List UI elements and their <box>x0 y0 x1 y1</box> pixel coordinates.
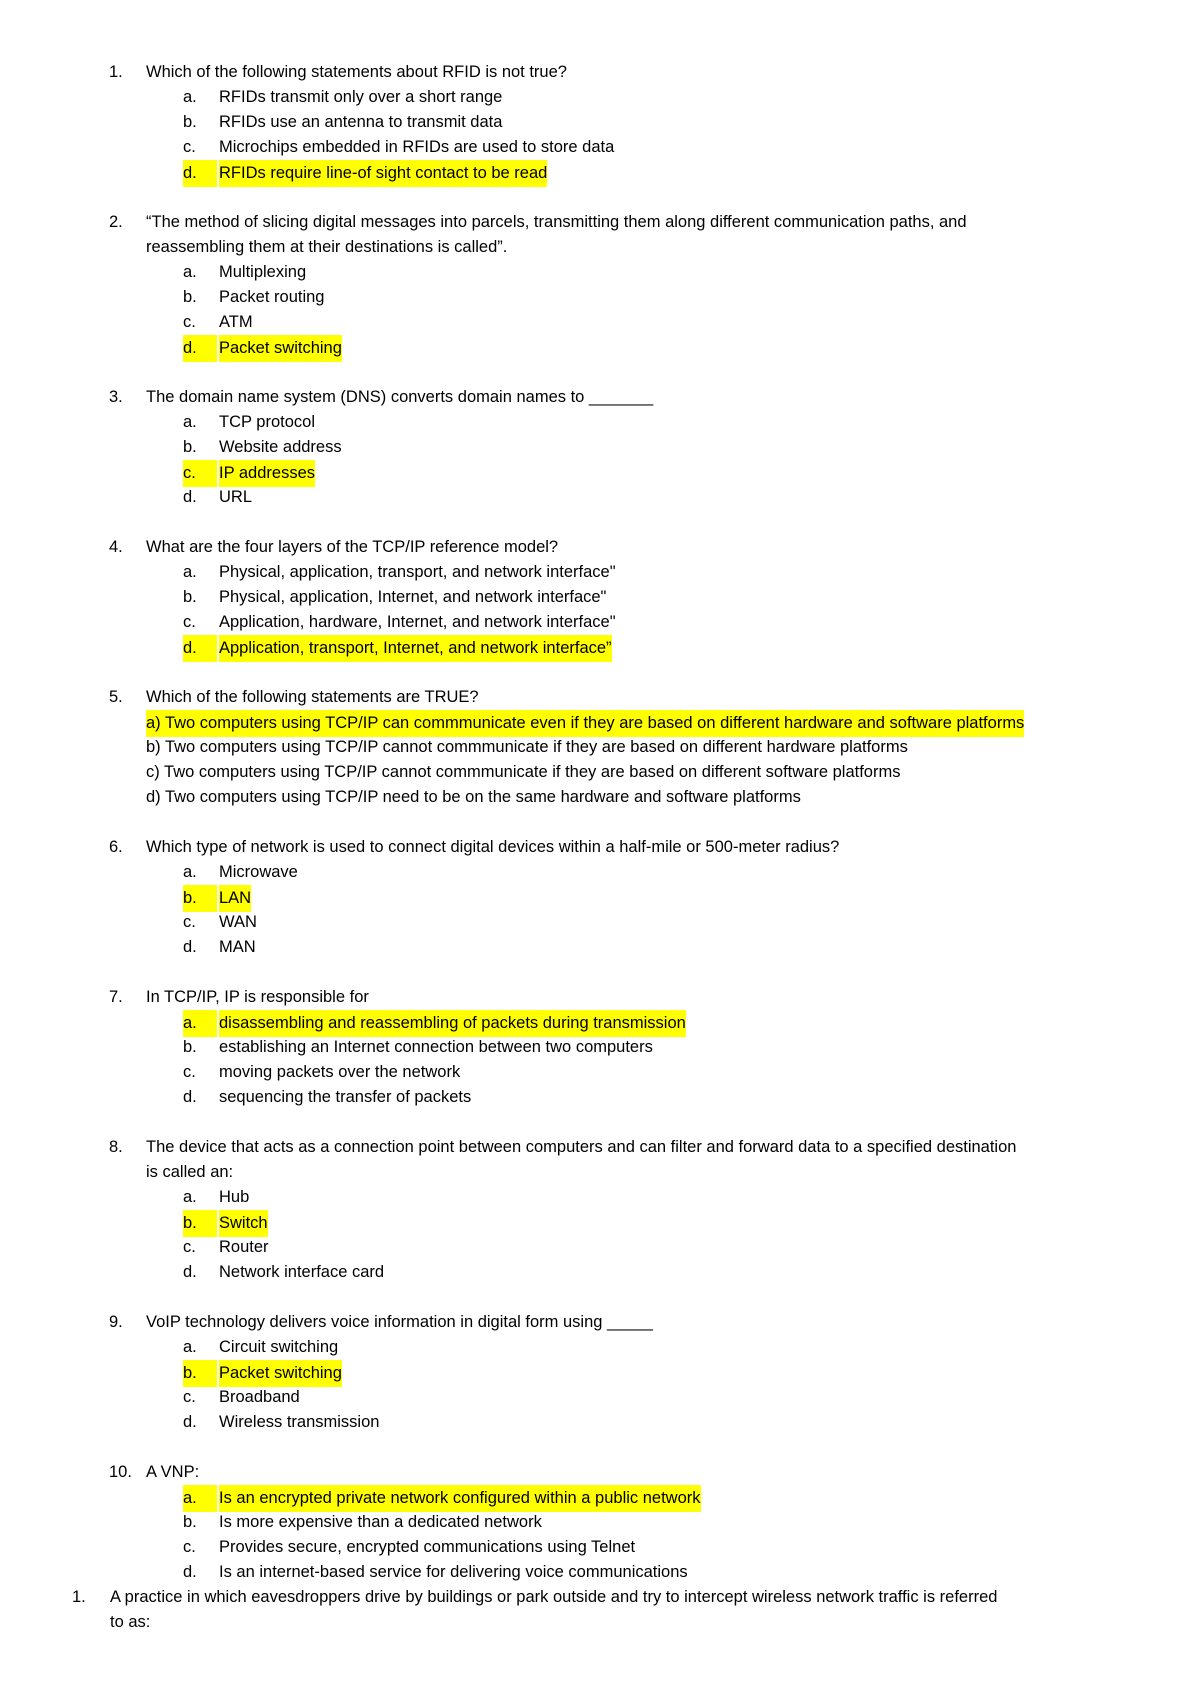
answer-option-correct <box>0 1360 1200 1385</box>
answer-option <box>0 1535 1200 1560</box>
answer-option <box>0 860 1200 885</box>
answer-option-correct <box>0 1010 1200 1035</box>
question-spacer <box>0 1285 1200 1310</box>
question-text: The device that acts as a connection point between computers and can filter and forward data to a specified destination <box>146 1138 1017 1156</box>
option-text: URL <box>219 488 253 506</box>
answer-option <box>0 585 1200 610</box>
option-letter: d. <box>183 1088 197 1106</box>
answer-option <box>0 1060 1200 1085</box>
question-number: 6. <box>109 838 123 856</box>
option-text: c) Two computers using TCP/IP cannot commmunicate if they are based on different software platforms <box>146 763 901 781</box>
question-block <box>0 1585 1200 1635</box>
answer-option <box>0 260 1200 285</box>
option-text: establishing an Internet connection between two computers <box>219 1038 653 1056</box>
question-text: is called an: <box>146 1163 234 1181</box>
option-letter: b. <box>183 113 197 131</box>
question-spacer <box>0 960 1200 985</box>
option-text: Is an encrypted private network configured within a public network <box>219 1485 701 1512</box>
question-number: 7. <box>109 988 123 1006</box>
option-text: Packet routing <box>219 288 325 306</box>
option-letter: a. <box>183 563 197 581</box>
option-text: WAN <box>219 913 257 931</box>
option-text: Microwave <box>219 863 298 881</box>
question-number: 9. <box>109 1313 123 1331</box>
option-text: Application, hardware, Internet, and network interface" <box>219 613 616 631</box>
option-letter: b. <box>183 438 197 456</box>
answer-option <box>0 1335 1200 1360</box>
option-text: Hub <box>219 1188 250 1206</box>
option-letter: b. <box>183 1038 197 1056</box>
option-letter: d. <box>183 635 217 662</box>
option-letter: d. <box>183 1413 197 1431</box>
answer-option <box>0 935 1200 960</box>
question-line <box>0 1610 1200 1635</box>
option-letter: b. <box>183 588 197 606</box>
option-letter: b. <box>183 1513 197 1531</box>
answer-option <box>0 85 1200 110</box>
option-text: disassembling and reassembling of packets during transmission <box>219 1010 686 1037</box>
answer-option <box>0 610 1200 635</box>
question-line <box>0 985 1200 1010</box>
question-text: VoIP technology delivers voice information in digital form using _____ <box>146 1313 653 1331</box>
question-text: to as: <box>110 1613 151 1631</box>
option-text: RFIDs transmit only over a short range <box>219 88 503 106</box>
option-text: IP addresses <box>219 460 315 487</box>
answer-option <box>0 1085 1200 1110</box>
question-block <box>0 835 1200 960</box>
option-letter: a. <box>183 1188 197 1206</box>
option-letter: b. <box>183 1210 217 1237</box>
option-text: Microchips embedded in RFIDs are used to store data <box>219 138 615 156</box>
option-letter: a. <box>183 1338 197 1356</box>
option-letter: c. <box>183 138 196 156</box>
question-number: 10. <box>109 1463 132 1481</box>
option-letter: c. <box>183 913 196 931</box>
question-line <box>0 210 1200 235</box>
option-text: Network interface card <box>219 1263 385 1281</box>
answer-option <box>0 1410 1200 1435</box>
option-letter: c. <box>183 1063 196 1081</box>
option-letter: a. <box>183 263 197 281</box>
answer-option <box>0 1235 1200 1260</box>
question-text: Which type of network is used to connect digital devices within a half-mile or 500-meter radius? <box>146 838 840 856</box>
question-spacer <box>0 810 1200 835</box>
option-text: RFIDs require line-of sight contact to be read <box>219 160 547 187</box>
answer-option-correct <box>0 1485 1200 1510</box>
option-text: Application, transport, Internet, and network interface” <box>219 635 612 662</box>
option-letter: c. <box>183 460 217 487</box>
option-letter: a. <box>183 413 197 431</box>
answer-option <box>0 760 1200 785</box>
answer-option <box>0 310 1200 335</box>
question-number: 1. <box>72 1588 86 1606</box>
option-letter: d. <box>183 335 217 362</box>
quiz-document <box>0 60 1200 1635</box>
answer-option <box>0 435 1200 460</box>
question-line <box>0 535 1200 560</box>
question-line <box>0 685 1200 710</box>
answer-option <box>0 910 1200 935</box>
question-block <box>0 60 1200 185</box>
option-text: Packet switching <box>219 1360 342 1387</box>
question-line <box>0 60 1200 85</box>
option-text: sequencing the transfer of packets <box>219 1088 472 1106</box>
option-text: LAN <box>219 885 251 912</box>
option-letter: a. <box>183 88 197 106</box>
option-letter: d. <box>183 938 197 956</box>
option-text: Wireless transmission <box>219 1413 380 1431</box>
answer-option-correct <box>0 160 1200 185</box>
option-letter: d. <box>183 160 217 187</box>
option-text: ATM <box>219 313 253 331</box>
question-line <box>0 1160 1200 1185</box>
answer-option <box>0 560 1200 585</box>
option-text: Router <box>219 1238 269 1256</box>
option-text: MAN <box>219 938 256 956</box>
question-text: A VNP: <box>146 1463 200 1481</box>
question-block <box>0 210 1200 360</box>
question-text: Which of the following statements about RFID is not true? <box>146 63 567 81</box>
option-text: Packet switching <box>219 335 342 362</box>
question-block <box>0 685 1200 810</box>
option-letter: c. <box>183 313 196 331</box>
question-spacer <box>0 1110 1200 1135</box>
answer-option <box>0 135 1200 160</box>
question-number: 2. <box>109 213 123 231</box>
option-letter: c. <box>183 1388 196 1406</box>
question-block <box>0 535 1200 660</box>
option-text: Website address <box>219 438 342 456</box>
question-text: The domain name system (DNS) converts domain names to _______ <box>146 388 654 406</box>
option-text: TCP protocol <box>219 413 315 431</box>
option-text: a) Two computers using TCP/IP can commmunicate even if they are based on different hardware and software platforms <box>146 710 1024 737</box>
option-letter: b. <box>183 885 217 912</box>
option-letter: c. <box>183 1238 196 1256</box>
option-text: Provides secure, encrypted communications using Telnet <box>219 1538 636 1556</box>
option-text: Physical, application, transport, and network interface" <box>219 563 616 581</box>
answer-option <box>0 485 1200 510</box>
question-number: 4. <box>109 538 123 556</box>
option-text: Is more expensive than a dedicated network <box>219 1513 542 1531</box>
question-text: What are the four layers of the TCP/IP reference model? <box>146 538 559 556</box>
answer-option-correct <box>0 335 1200 360</box>
question-text: reassembling them at their destinations is called”. <box>146 238 508 256</box>
answer-option-correct <box>0 885 1200 910</box>
question-block <box>0 1135 1200 1285</box>
answer-option <box>0 1035 1200 1060</box>
answer-option-correct <box>0 1210 1200 1235</box>
option-letter: d. <box>183 1263 197 1281</box>
question-text: A practice in which eavesdroppers drive by buildings or park outside and try to intercept wireless network traffic is referred <box>110 1588 998 1606</box>
option-text: d) Two computers using TCP/IP need to be on the same hardware and software platforms <box>146 788 801 806</box>
option-text: moving packets over the network <box>219 1063 461 1081</box>
question-block <box>0 985 1200 1110</box>
option-text: RFIDs use an antenna to transmit data <box>219 113 503 131</box>
option-letter: a. <box>183 863 197 881</box>
question-block <box>0 385 1200 510</box>
question-spacer <box>0 1435 1200 1460</box>
option-letter: c. <box>183 613 196 631</box>
question-spacer <box>0 360 1200 385</box>
question-number: 5. <box>109 688 123 706</box>
answer-option-correct <box>0 710 1200 735</box>
answer-option-correct <box>0 635 1200 660</box>
question-line <box>0 235 1200 260</box>
question-line <box>0 385 1200 410</box>
question-line <box>0 835 1200 860</box>
option-text: b) Two computers using TCP/IP cannot commmunicate if they are based on different hardware platforms <box>146 738 908 756</box>
option-text: Broadband <box>219 1388 300 1406</box>
answer-option <box>0 785 1200 810</box>
question-spacer <box>0 185 1200 210</box>
question-number: 8. <box>109 1138 123 1156</box>
question-line <box>0 1135 1200 1160</box>
answer-option <box>0 735 1200 760</box>
question-spacer <box>0 660 1200 685</box>
option-letter: a. <box>183 1485 217 1512</box>
answer-option <box>0 410 1200 435</box>
answer-option <box>0 1260 1200 1285</box>
answer-option <box>0 1510 1200 1535</box>
question-line <box>0 1310 1200 1335</box>
answer-option <box>0 1185 1200 1210</box>
option-letter: c. <box>183 1538 196 1556</box>
option-letter: b. <box>183 288 197 306</box>
question-block <box>0 1460 1200 1585</box>
question-text: In TCP/IP, IP is responsible for <box>146 988 369 1006</box>
question-block <box>0 1310 1200 1435</box>
question-text: “The method of slicing digital messages into parcels, transmitting them along different communication paths, and <box>146 213 967 231</box>
question-number: 1. <box>109 63 123 81</box>
option-text: Physical, application, Internet, and network interface" <box>219 588 607 606</box>
option-letter: d. <box>183 488 197 506</box>
question-spacer <box>0 510 1200 535</box>
question-number: 3. <box>109 388 123 406</box>
question-line <box>0 1460 1200 1485</box>
question-line <box>0 1585 1200 1610</box>
option-letter: b. <box>183 1360 217 1387</box>
option-text: Switch <box>219 1210 268 1237</box>
option-text: Is an internet-based service for delivering voice communications <box>219 1563 688 1581</box>
option-letter: a. <box>183 1010 217 1037</box>
answer-option <box>0 1385 1200 1410</box>
option-text: Circuit switching <box>219 1338 339 1356</box>
answer-option-correct <box>0 460 1200 485</box>
option-letter: d. <box>183 1563 197 1581</box>
option-text: Multiplexing <box>219 263 307 281</box>
answer-option <box>0 1560 1200 1585</box>
question-text: Which of the following statements are TRUE? <box>146 688 479 706</box>
answer-option <box>0 110 1200 135</box>
answer-option <box>0 285 1200 310</box>
